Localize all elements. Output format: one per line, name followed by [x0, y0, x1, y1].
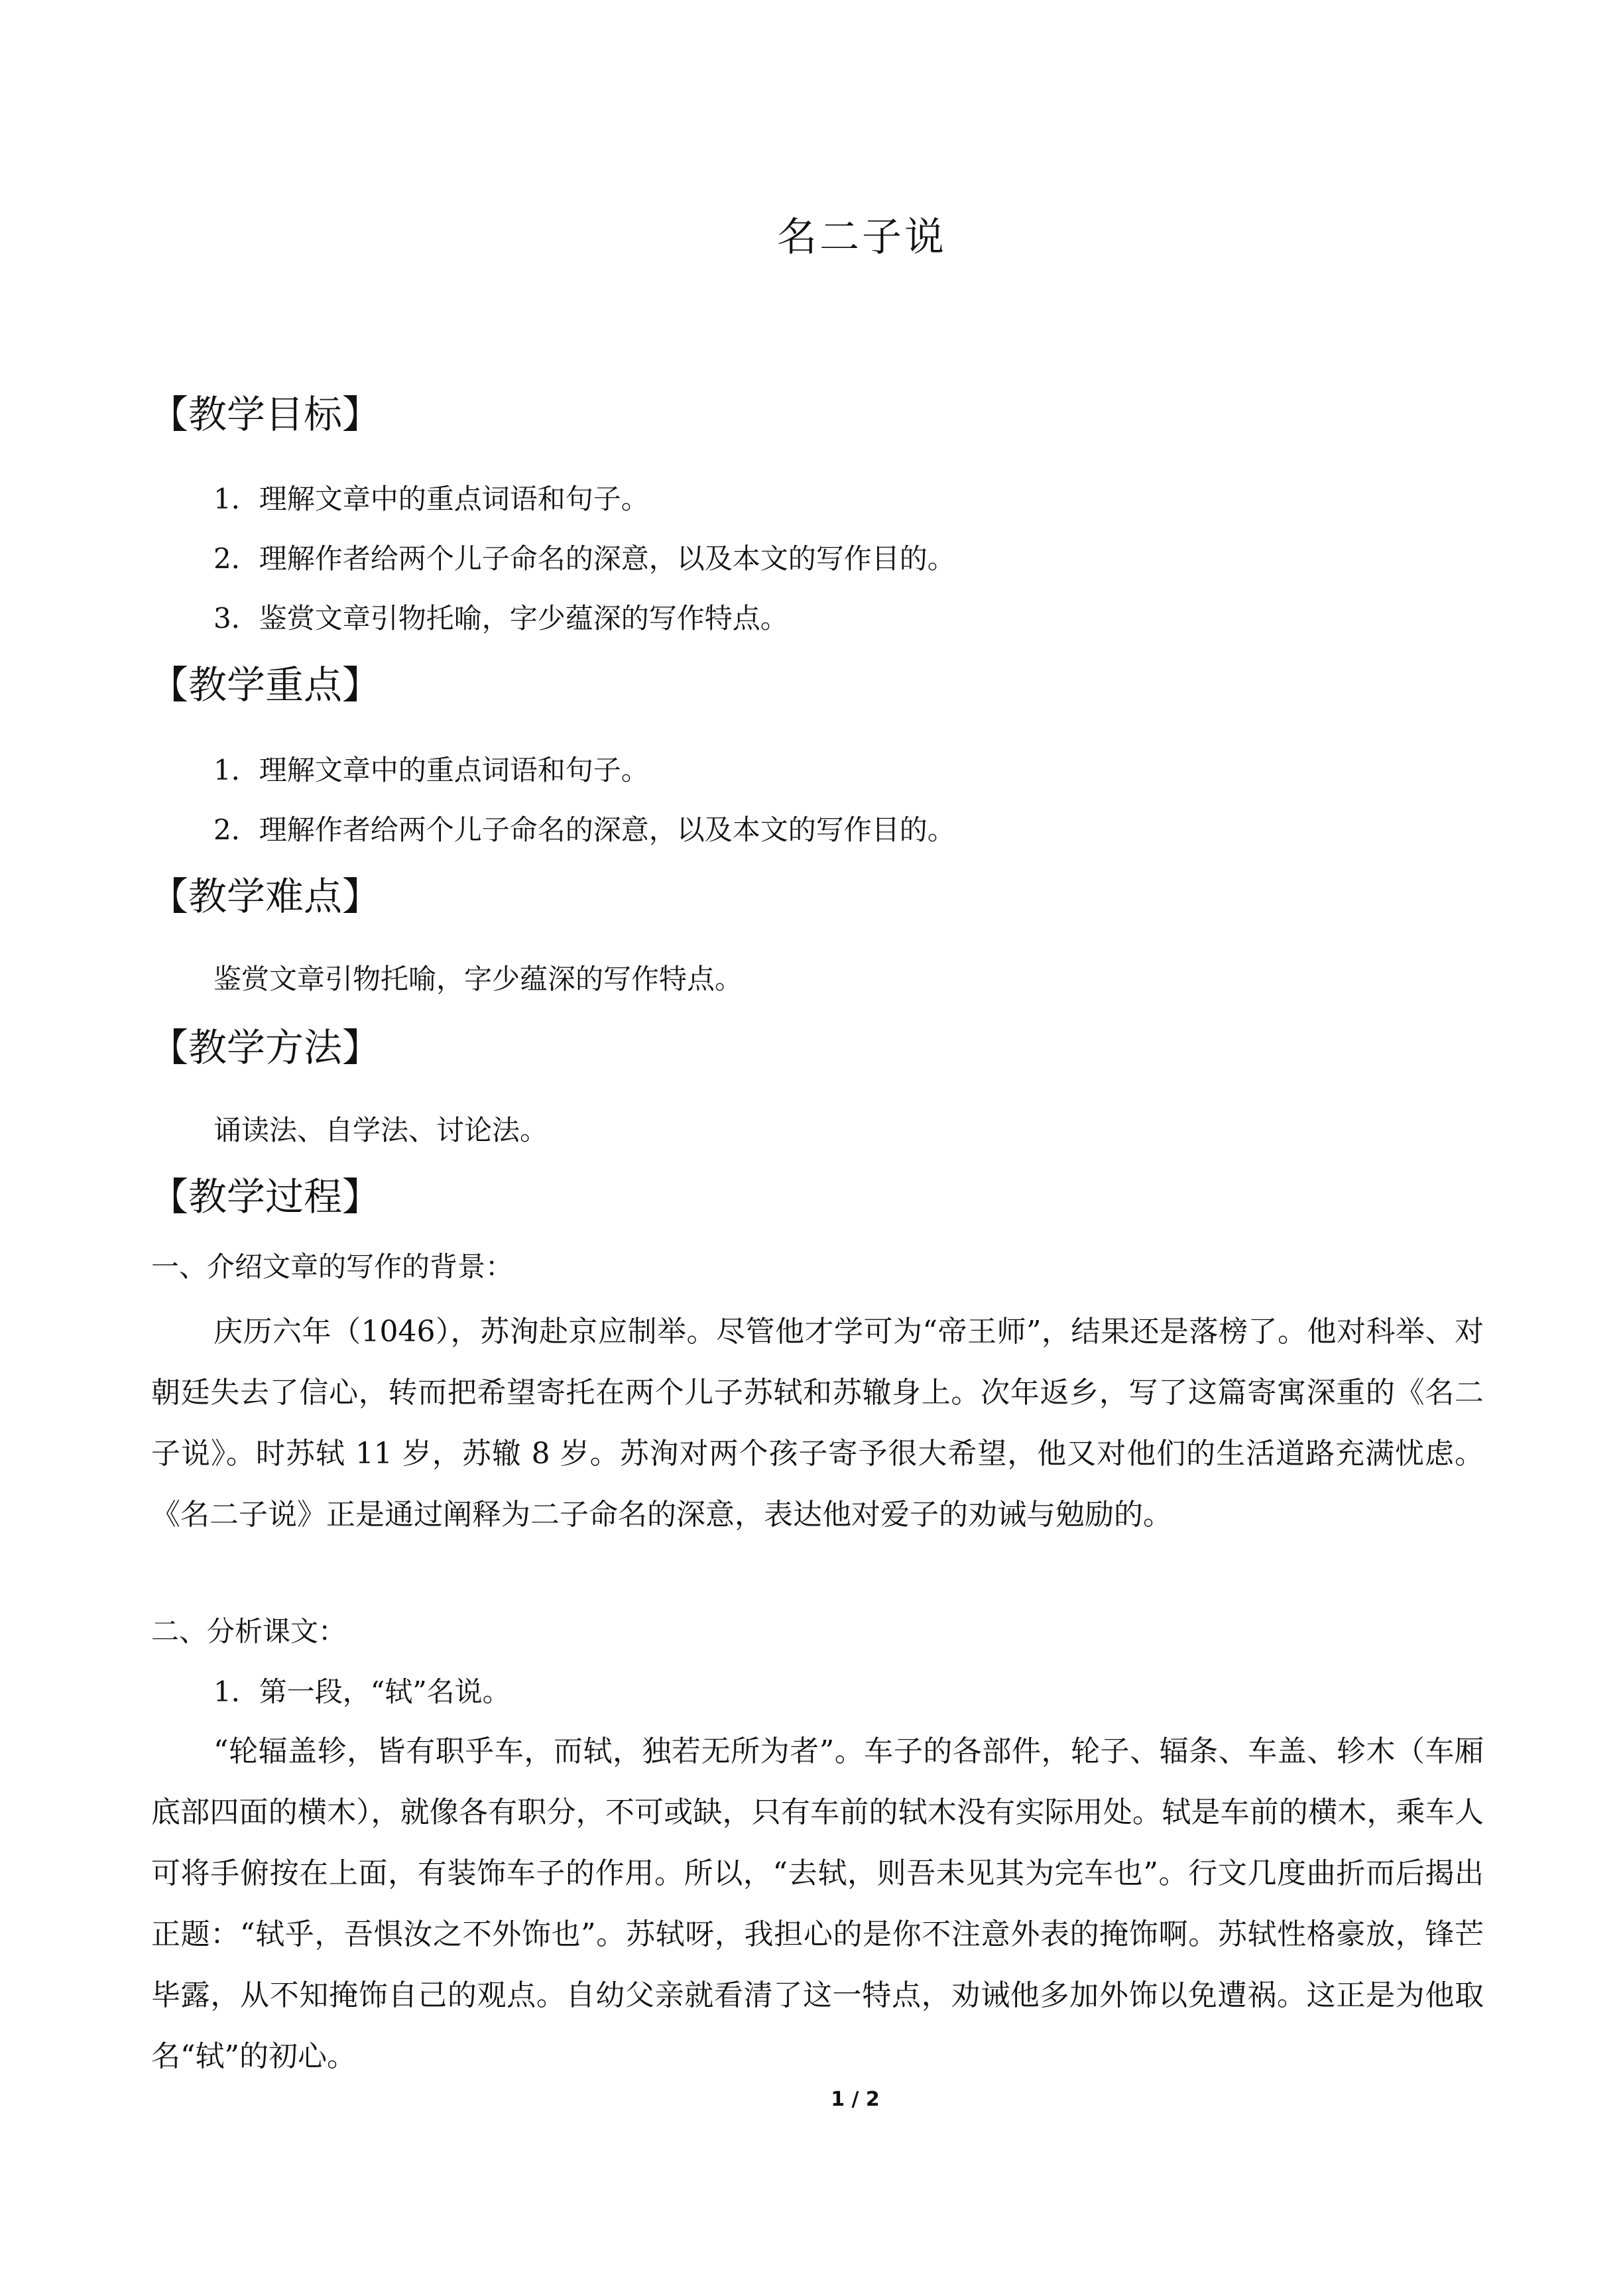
section-heading-objectives: 【教学目标】 — [150, 392, 381, 437]
key-point-item: 1．理解文章中的重点词语和句子。 — [213, 754, 649, 786]
process-part2-heading: 二、分析课文： — [151, 1615, 347, 1648]
page-number: 1 / 2 — [831, 2088, 880, 2111]
objective-item: 2．理解作者给两个儿子命名的深意，以及本文的写作目的。 — [213, 542, 955, 575]
process-part1-paragraph: 庆历六年（1046），苏洵赴京应制举。尽管他才学可为“帝王师”，结果还是落榜了。他对科举、对朝廷失去了信心，转而把希望寄托在两个儿子苏轼和苏辙身上。次年返乡，写了这篇寄寓深重的《名二子说》。时苏轼 11 岁，苏辙 8 岁。苏洵对两个孩子寄予很大希望，他又对他们的生活道路充满忧虑。《名二子说》正是通过阐释为二子命名的深意，表达他对爱子的劝诫与勉励的。 — [151, 1315, 1484, 1532]
difficulties-text: 鉴赏文章引物托喻，字少蕴深的写作特点。 — [213, 963, 743, 995]
objective-item: 1．理解文章中的重点词语和句子。 — [213, 483, 649, 515]
section-heading-difficulties: 【教学难点】 — [150, 874, 381, 919]
process-part2-subheading: 1．第一段，“轼”名说。 — [213, 1675, 511, 1708]
section-heading-process: 【教学过程】 — [150, 1174, 381, 1219]
objective-item: 3．鉴赏文章引物托喻，字少蕴深的写作特点。 — [213, 602, 788, 634]
process-part1-heading: 一、介绍文章的写作的背景： — [151, 1250, 514, 1283]
section-heading-methods: 【教学方法】 — [150, 1025, 381, 1070]
process-part2-paragraph: “轮辐盖轸，皆有职乎车，而轼，独若无所为者”。车子的各部件，轮子、辐条、车盖、轸木（车厢底部四面的横木），就像各有职分，不可或缺，只有车前的轼木没有实际用处。轼是车前的横木，乘车人可将手俯按在上面，有装饰车子的作用。所以，“去轼，则吾未见其为完车也”。行文几度曲折而后揭出正题：“轼乎，吾惧汝之不外饰也”。苏轼呀，我担心的是你不注意外表的掩饰啊。苏轼性格豪放，锋芒毕露，从不知掩饰自己的观点。自幼父亲就看清了这一特点，劝诫他多加外饰以免遭祸。这正是为他取名“轼”的初心。 — [151, 1734, 1484, 2073]
section-heading-key-points: 【教学重点】 — [150, 662, 381, 707]
document-title: 名二子说 — [777, 214, 947, 261]
methods-text: 诵读法、自学法、讨论法。 — [213, 1114, 548, 1146]
key-point-item: 2．理解作者给两个儿子命名的深意，以及本文的写作目的。 — [213, 814, 955, 846]
